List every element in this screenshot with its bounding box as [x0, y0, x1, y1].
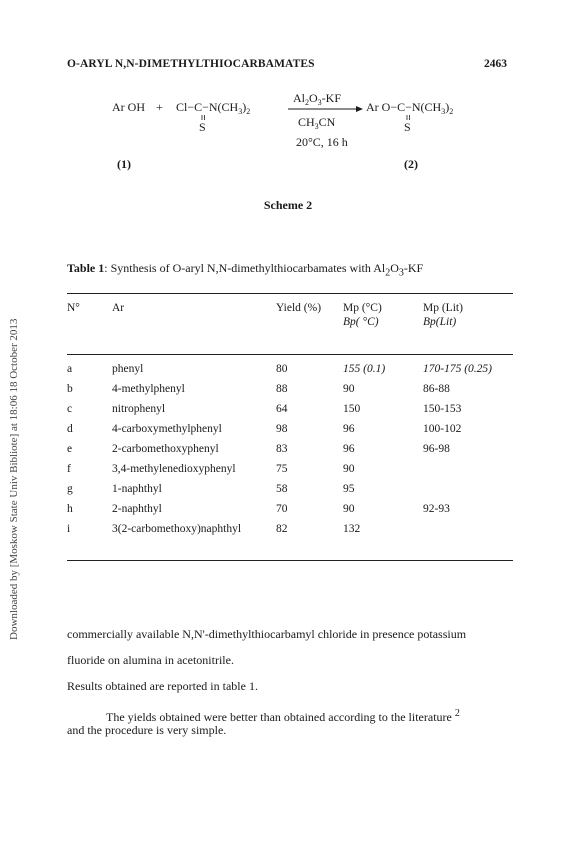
cell-no: f [67, 463, 71, 475]
compound-label-2: (2) [404, 157, 418, 171]
cell-ar: 4-carboxymethylphenyl [112, 423, 222, 435]
compound-label-1: (1) [117, 157, 131, 171]
header-lit [423, 302, 463, 328]
cell-lit: 86-88 [423, 383, 450, 395]
cell-ar: 2-naphthyl [112, 503, 162, 515]
cell-ar: 4-methylphenyl [112, 383, 185, 395]
table-row [0, 503, 576, 523]
download-notice: Downloaded by [Moskow State Univ Bibliote] at 18:06 18 October 2013 [8, 318, 20, 640]
cell-ar: 1-naphthyl [112, 483, 162, 495]
cell-lit: 150-153 [423, 403, 462, 415]
cell-no: a [67, 363, 73, 375]
cell-lit: 170-175 (0.25) [423, 363, 492, 375]
cell-ar: nitrophenyl [112, 403, 166, 415]
cell-lit: 92-93 [423, 503, 450, 515]
table-caption-label: Table 1 [67, 261, 105, 275]
cell-mp: 90 [343, 383, 355, 395]
body-line-2: fluoride on alumina in acetonitrile. [67, 653, 234, 667]
cell-yield: 80 [276, 363, 288, 375]
table-top-rule [67, 293, 513, 294]
cell-no: i [67, 523, 71, 535]
table-caption-sub1: 2 [385, 267, 391, 279]
body-line-3: Results obtained are reported in table 1. [67, 679, 258, 693]
table-caption-text: : Synthesis of O-aryl N,N-dimethylthiocarbamates with Al [104, 261, 386, 275]
cell-no: h [67, 503, 73, 515]
table-row [0, 463, 576, 483]
reactant-aroh: Ar OH [112, 100, 145, 114]
table-caption [67, 261, 423, 278]
cell-mp: 96 [343, 443, 355, 455]
table-header-rule [67, 354, 513, 355]
cell-no: e [67, 443, 73, 455]
header-bp-lit-label: Bp(Lit) [423, 316, 457, 328]
scheme-caption: Scheme 2 [263, 198, 313, 212]
reaction-scheme-drawing [0, 88, 576, 208]
solvent-acetonitrile: $CH_3CN$ [298, 115, 336, 131]
cell-lit: 100-102 [423, 423, 462, 435]
header-bp-label: Bp( °C) [343, 316, 379, 328]
cell-lit: 96-98 [423, 443, 450, 455]
header-no: N° [67, 302, 80, 314]
cell-ar: 3,4-methylenedioxyphenyl [112, 463, 236, 475]
table-caption-sub2: 3 [398, 267, 404, 279]
reaction-scheme [0, 88, 576, 208]
cell-ar: phenyl [112, 363, 144, 375]
cell-yield: 64 [276, 403, 288, 415]
running-head: O-ARYL N,N-DIMETHYLTHIOCARBAMATES [67, 58, 315, 70]
table-row [0, 443, 576, 463]
reactant-sulfur: S [199, 120, 206, 134]
cell-mp: 132 [343, 523, 361, 535]
cell-no: c [67, 403, 73, 415]
table-row [0, 363, 576, 383]
body-line-5: and the procedure is very simple. [67, 723, 227, 737]
cell-yield: 58 [276, 483, 288, 495]
table-row [0, 483, 576, 503]
cell-mp: 155 (0.1) [343, 363, 386, 375]
header-mp-label: Mp (°C) [343, 302, 382, 314]
cell-no: d [67, 423, 73, 435]
cell-mp: 96 [343, 423, 355, 435]
reaction-arrowhead [356, 106, 363, 112]
body-line-4-text: The yields obtained were better than obtained according to the literature [106, 710, 452, 724]
cell-mp: 90 [343, 503, 355, 515]
header-ar: Ar [112, 302, 125, 314]
page-number: 2463 [484, 58, 507, 70]
table-row [0, 423, 576, 443]
cell-yield: 83 [276, 443, 288, 455]
cell-mp: 95 [343, 483, 355, 495]
reactant-carbamoyl-chloride: $Cl-C-N(CH_3)_2$ [176, 100, 251, 116]
cell-mp: 90 [343, 463, 355, 475]
table-caption-mid: O [390, 261, 399, 275]
cell-no: g [67, 483, 73, 495]
cell-yield: 82 [276, 523, 288, 535]
table-row [0, 523, 576, 543]
product-sulfur: S [404, 120, 411, 134]
header-mp [343, 302, 382, 328]
cell-yield: 88 [276, 383, 288, 395]
table-row [0, 383, 576, 403]
cell-yield: 70 [276, 503, 288, 515]
body-line-1: commercially available N,N'-dimethylthiocarbamyl chloride in presence potassium [67, 627, 467, 641]
table-bottom-rule [67, 560, 513, 561]
cell-yield: 75 [276, 463, 288, 475]
header-lit-label: Mp (Lit) [423, 302, 463, 314]
cell-ar: 3(2-carbomethoxy)naphthyl [112, 523, 242, 535]
cell-no: b [67, 383, 73, 395]
cell-yield: 98 [276, 423, 288, 435]
header-yield: Yield (%) [276, 302, 322, 314]
reaction-conditions: 20°C, 16 h [296, 135, 348, 149]
cell-mp: 150 [343, 403, 361, 415]
product-thiocarbamate: Ar $O-C-N(CH_3)_2$ [366, 100, 454, 116]
reagent-al2o3-kf: $Al_2O_3-KF$ [293, 91, 342, 107]
cell-ar: 2-carbomethoxyphenyl [112, 443, 219, 455]
table-caption-end: -KF [403, 261, 424, 275]
table-row [0, 403, 576, 423]
citation-ref: 2 [454, 708, 460, 719]
plus-sign: + [156, 100, 163, 114]
